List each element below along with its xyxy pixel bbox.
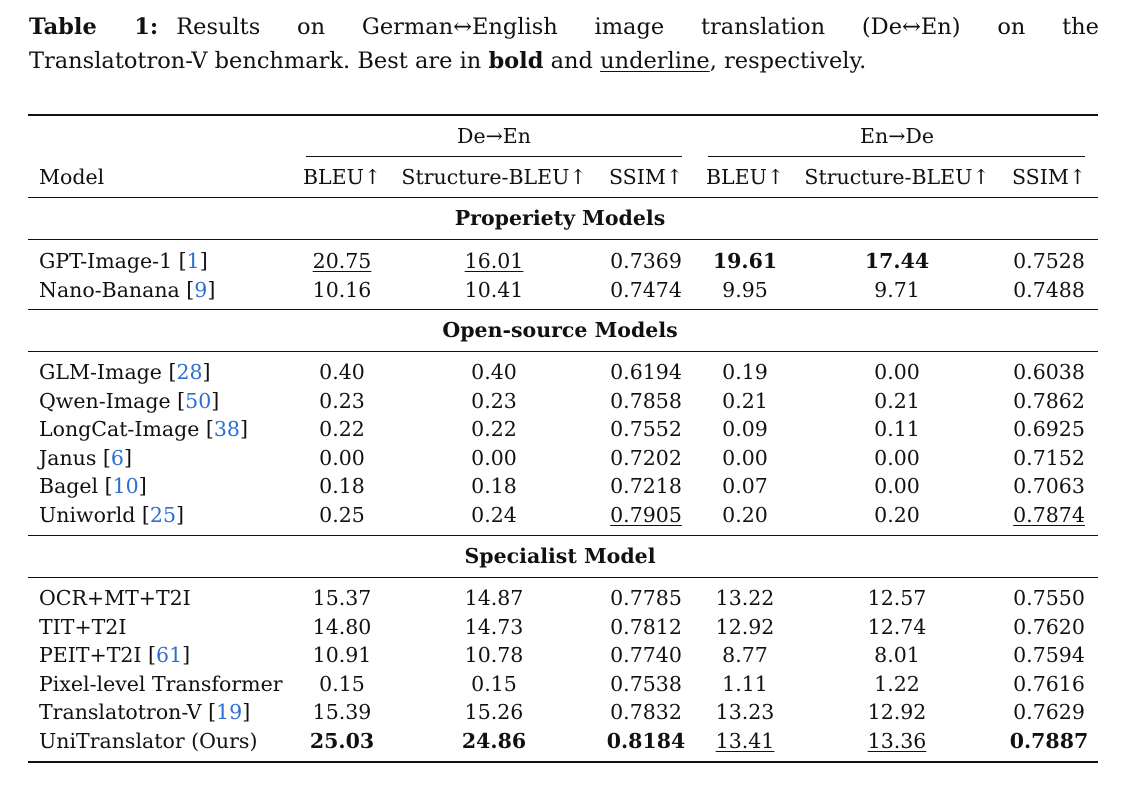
column-header-metric: BLEU↑ xyxy=(302,165,382,189)
table-cell-value: 0.25 xyxy=(319,503,365,527)
caption-label: Table 1: xyxy=(29,14,159,40)
citation-link[interactable]: 10 xyxy=(112,474,139,498)
model-name xyxy=(39,643,190,667)
table-cell-value: 0.20 xyxy=(874,503,920,527)
table-cell-value: 12.92 xyxy=(715,615,775,639)
citation-link[interactable]: 28 xyxy=(176,360,203,384)
table-cell-value: 0.7740 xyxy=(610,643,682,667)
citation-bracket-open: [ xyxy=(177,389,186,413)
table-cell-value: 1.22 xyxy=(874,672,920,696)
caption-line-1 xyxy=(29,10,1099,44)
table-cell-value: 0.7620 xyxy=(1013,615,1085,639)
citation-link[interactable]: 9 xyxy=(194,278,208,302)
citation-bracket-close: ] xyxy=(202,360,211,384)
model-name xyxy=(39,474,147,498)
citation-link[interactable]: 38 xyxy=(213,417,240,441)
caption-underline-word: underline xyxy=(600,48,710,74)
citation-link[interactable]: 1 xyxy=(186,249,200,273)
table-cell-value: 13.22 xyxy=(715,586,775,610)
citation-link[interactable]: 50 xyxy=(185,389,212,413)
caption-line-2 xyxy=(29,44,1099,78)
table-cell-value: 16.01 xyxy=(464,249,524,273)
table-cell-value: 9.71 xyxy=(874,278,920,302)
table-cell-value: 10.16 xyxy=(312,278,372,302)
group-rule-en-de xyxy=(708,156,1085,157)
citation-bracket-open: [ xyxy=(208,700,217,724)
citation-bracket-open: [ xyxy=(102,446,111,470)
table-cell-value: 0.18 xyxy=(471,474,517,498)
table-cell-value: 0.24 xyxy=(471,503,517,527)
table-cell-value: 0.7550 xyxy=(1013,586,1085,610)
citation-link[interactable]: 61 xyxy=(156,643,183,667)
table-cell-value: 0.09 xyxy=(722,417,768,441)
table-cell-value: 0.6925 xyxy=(1013,417,1085,441)
table-cell-value: 13.36 xyxy=(867,729,927,753)
table-cell-value: 0.23 xyxy=(471,389,517,413)
column-header-metric: Structure-BLEU↑ xyxy=(401,165,587,189)
table-cell-value: 0.7616 xyxy=(1013,672,1085,696)
caption-text-2: Translatotron-V benchmark. Best are in xyxy=(29,48,489,74)
table-cell-value: 25.03 xyxy=(309,729,375,753)
model-name xyxy=(39,700,250,724)
caption-text-3: and xyxy=(543,48,601,74)
caption-text-1: Results on German↔English image translation (De↔En) on the xyxy=(176,14,1099,40)
table-cell-value: 13.23 xyxy=(715,700,775,724)
citation-bracket-close: ] xyxy=(176,503,185,527)
table-cell-value: 0.22 xyxy=(319,417,365,441)
table-cell-value: 15.39 xyxy=(312,700,372,724)
table-cell-value: 0.19 xyxy=(722,360,768,384)
section-title-open-source-models: Open-source Models xyxy=(442,318,678,342)
model-label: Uniworld xyxy=(39,503,142,527)
table-cell-value: 0.7152 xyxy=(1013,446,1085,470)
table-cell-value: 0.7202 xyxy=(610,446,682,470)
model-label: GLM-Image xyxy=(39,360,169,384)
caption-text-4: , respectively. xyxy=(709,48,867,74)
table-cell-value: 0.7858 xyxy=(610,389,682,413)
table-cell-value: 0.11 xyxy=(874,417,920,441)
table-cell-value: 0.7528 xyxy=(1013,249,1085,273)
table-cell-value: 0.7905 xyxy=(610,503,682,527)
model-name xyxy=(39,586,191,610)
table-cell-value: 14.80 xyxy=(312,615,372,639)
model-label: Janus xyxy=(39,446,103,470)
column-header-metric: Structure-BLEU↑ xyxy=(804,165,990,189)
section-rule xyxy=(28,239,1098,240)
table-cell-value: 15.26 xyxy=(464,700,524,724)
model-label: Bagel xyxy=(39,474,105,498)
model-name xyxy=(39,729,257,753)
caption-bold-word: bold xyxy=(488,48,544,74)
table-cell-value: 12.57 xyxy=(867,586,927,610)
citation-bracket-close: ] xyxy=(239,417,248,441)
table-cell-value: 10.91 xyxy=(312,643,372,667)
section-rule xyxy=(28,351,1098,352)
table-cell-value: 0.7063 xyxy=(1013,474,1085,498)
model-label: Nano-Banana xyxy=(39,278,187,302)
table-cell-value: 0.40 xyxy=(471,360,517,384)
table-cell-value: 0.7874 xyxy=(1013,503,1085,527)
table-cell-value: 19.61 xyxy=(712,249,778,273)
citation-bracket-close: ] xyxy=(242,700,251,724)
table-cell-value: 0.20 xyxy=(722,503,768,527)
model-name xyxy=(39,389,219,413)
table-cell-value: 0.07 xyxy=(722,474,768,498)
model-label: LongCat-Image xyxy=(39,417,206,441)
model-name xyxy=(39,672,283,696)
table-cell-value: 0.23 xyxy=(319,389,365,413)
citation-bracket-close: ] xyxy=(199,249,208,273)
citation-link[interactable]: 6 xyxy=(110,446,124,470)
section-end-rule xyxy=(28,309,1098,310)
group-header-en-de: En→De xyxy=(860,124,934,148)
table-cell-value: 0.18 xyxy=(319,474,365,498)
table-cell-value: 24.86 xyxy=(461,729,527,753)
citation-bracket-open: [ xyxy=(141,503,150,527)
table-cell-value: 14.87 xyxy=(464,586,524,610)
table-caption xyxy=(29,10,1099,78)
citation-bracket-open: [ xyxy=(178,249,187,273)
table-cell-value: 0.22 xyxy=(471,417,517,441)
section-rule xyxy=(28,577,1098,578)
group-header-de-en: De→En xyxy=(457,124,531,148)
table-cell-value: 0.7832 xyxy=(610,700,682,724)
table-cell-value: 0.7785 xyxy=(610,586,682,610)
table-cell-value: 0.00 xyxy=(722,446,768,470)
model-label: GPT-Image-1 xyxy=(39,249,179,273)
table-cell-value: 0.6038 xyxy=(1013,360,1085,384)
table-cell-value: 0.00 xyxy=(874,474,920,498)
table-cell-value: 9.95 xyxy=(722,278,768,302)
citation-link[interactable]: 19 xyxy=(216,700,243,724)
table-cell-value: 0.7594 xyxy=(1013,643,1085,667)
citation-bracket-open: [ xyxy=(104,474,113,498)
citation-bracket-close: ] xyxy=(123,446,132,470)
table-cell-value: 0.21 xyxy=(722,389,768,413)
table-cell-value: 0.00 xyxy=(874,360,920,384)
table-cell-value: 0.7218 xyxy=(610,474,682,498)
table-cell-value: 20.75 xyxy=(312,249,372,273)
citation-bracket-close: ] xyxy=(211,389,220,413)
table-cell-value: 0.40 xyxy=(319,360,365,384)
group-rule-de-en xyxy=(306,156,682,157)
table-cell-value: 12.74 xyxy=(867,615,927,639)
table-cell-value: 0.21 xyxy=(874,389,920,413)
table-cell-value: 0.7552 xyxy=(610,417,682,441)
table-cell-value: 0.7887 xyxy=(1009,729,1089,753)
table-cell-value: 8.01 xyxy=(874,643,920,667)
table-cell-value: 0.7474 xyxy=(610,278,682,302)
model-name xyxy=(39,446,132,470)
table-cell-value: 0.7369 xyxy=(610,249,682,273)
table-cell-value: 0.7488 xyxy=(1013,278,1085,302)
table-cell-value: 0.15 xyxy=(319,672,365,696)
table-cell-value: 0.7812 xyxy=(610,615,682,639)
model-name xyxy=(39,278,215,302)
citation-bracket-close: ] xyxy=(182,643,191,667)
table-cell-value: 0.8184 xyxy=(606,729,686,753)
citation-bracket-close: ] xyxy=(138,474,147,498)
column-header-metric: SSIM↑ xyxy=(1012,165,1086,189)
citation-bracket-open: [ xyxy=(168,360,177,384)
model-label: TIT+T2I xyxy=(39,615,127,639)
table-cell-value: 0.00 xyxy=(319,446,365,470)
top-rule xyxy=(28,114,1098,116)
model-name xyxy=(39,360,211,384)
citation-bracket-open: [ xyxy=(148,643,157,667)
column-header-metric: BLEU↑ xyxy=(705,165,785,189)
section-title-specialist-models: Specialist Model xyxy=(464,544,656,568)
table-cell-value: 15.37 xyxy=(312,586,372,610)
column-header-metric: SSIM↑ xyxy=(609,165,683,189)
column-header-model: Model xyxy=(39,165,105,189)
model-name xyxy=(39,417,248,441)
citation-bracket-close: ] xyxy=(207,278,216,302)
table-cell-value: 13.41 xyxy=(715,729,775,753)
table-cell-value: 0.7629 xyxy=(1013,700,1085,724)
table-cell-value: 0.15 xyxy=(471,672,517,696)
model-label: UniTranslator (Ours) xyxy=(39,729,258,753)
table-cell-value: 1.11 xyxy=(722,672,768,696)
citation-bracket-open: [ xyxy=(205,417,214,441)
model-label: Pixel-level Transformer xyxy=(39,672,283,696)
table-cell-value: 0.7862 xyxy=(1013,389,1085,413)
header-rule xyxy=(28,197,1098,198)
model-label: PEIT+T2I xyxy=(39,643,149,667)
table-cell-value: 0.00 xyxy=(471,446,517,470)
table-cell-value: 14.73 xyxy=(464,615,524,639)
table-cell-value: 10.41 xyxy=(464,278,524,302)
section-end-rule xyxy=(28,535,1098,536)
citation-link[interactable]: 25 xyxy=(149,503,177,527)
section-title-proprietary-models: Properiety Models xyxy=(454,206,666,230)
table-cell-value: 10.78 xyxy=(464,643,524,667)
model-name xyxy=(39,615,126,639)
table-cell-value: 8.77 xyxy=(722,643,768,667)
table-cell-value: 12.92 xyxy=(867,700,927,724)
model-name xyxy=(39,503,184,527)
table-cell-value: 0.00 xyxy=(874,446,920,470)
model-name xyxy=(39,249,208,273)
table-cell-value: 0.7538 xyxy=(610,672,682,696)
table-cell-value: 0.6194 xyxy=(610,360,682,384)
table-cell-value: 17.44 xyxy=(864,249,930,273)
citation-bracket-open: [ xyxy=(186,278,195,302)
model-label: Qwen-Image xyxy=(39,389,178,413)
bottom-rule xyxy=(28,761,1098,763)
model-label: OCR+MT+T2I xyxy=(39,586,191,610)
model-label: Translatotron-V xyxy=(39,700,209,724)
